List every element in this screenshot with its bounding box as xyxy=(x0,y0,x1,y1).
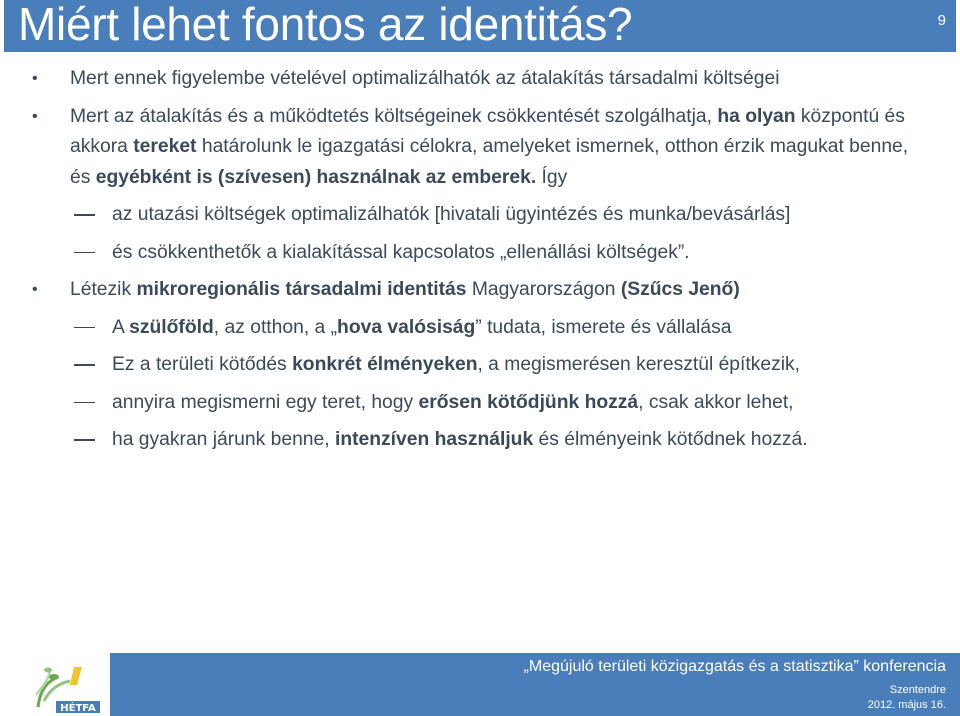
footer xyxy=(0,653,960,716)
bullet-item: • Létezik mikroregionális társadalmi identitás Magyarországon (Szűcs Jenő) xyxy=(0,275,960,306)
bullet-icon: • xyxy=(32,107,38,125)
slide-content xyxy=(0,64,960,463)
footer-band xyxy=(110,653,960,716)
dash-icon xyxy=(74,402,95,404)
dash-icon xyxy=(74,252,95,254)
dash-icon xyxy=(74,439,95,441)
bullet-icon: • xyxy=(32,70,38,87)
footer-place: Szentendre xyxy=(889,684,946,696)
bullet-icon: • xyxy=(32,281,38,298)
slide-title: Miért lehet fontos az identitás? xyxy=(18,0,633,50)
sub-bullet-item: annyira megismerni egy teret, hogy erősen kötődjünk hozzá, csak akkor lehet, xyxy=(0,388,960,419)
dash-icon xyxy=(74,364,95,366)
dash-icon xyxy=(74,327,95,329)
sub-bullet-item: az utazási költségek optimalizálhatók [hivatali ügyintézés és munka/bevásárlás] xyxy=(0,200,960,231)
title-bar xyxy=(4,0,956,52)
dash-icon xyxy=(74,214,95,216)
sub-bullet-item: Ez a területi kötődés konkrét élményeken, a megismerésen keresztül építkezik, xyxy=(0,350,960,381)
sub-bullet-item: ha gyakran járunk benne, intenzíven használjuk és élményeink kötődnek hozzá. xyxy=(0,425,960,456)
page-number: 9 xyxy=(937,12,946,29)
footer-conference: „Megújuló területi közigazgatás és a statisztika” konferencia xyxy=(523,658,946,675)
footer-date: 2012. május 16. xyxy=(867,699,946,711)
bullet-item: • Mert ennek figyelembe vételével optimalizálhatók az átalakítás társadalmi költségei xyxy=(0,64,960,95)
sub-bullet-item: és csökkenthetők a kialakítással kapcsolatos „ellenállási költségek”. xyxy=(0,238,960,269)
hetfa-logo-icon xyxy=(30,661,102,715)
sub-bullet-item: A szülőföld, az otthon, a „hova valósiság” tudata, ismerete és vállalása xyxy=(0,313,960,344)
bullet-item: • Mert az átalakítás és a működtetés költségeinek csökkentését szolgálhatja, ha olyan központú és akkora tereket határolunk le igazgatási célokra, amelyeket ismernek, otthon érzik magukat benne, és egyébként is (szívesen) használnak az emberek. Így xyxy=(0,102,960,194)
svg-text:HÉTFA: HÉTFA xyxy=(60,703,96,714)
